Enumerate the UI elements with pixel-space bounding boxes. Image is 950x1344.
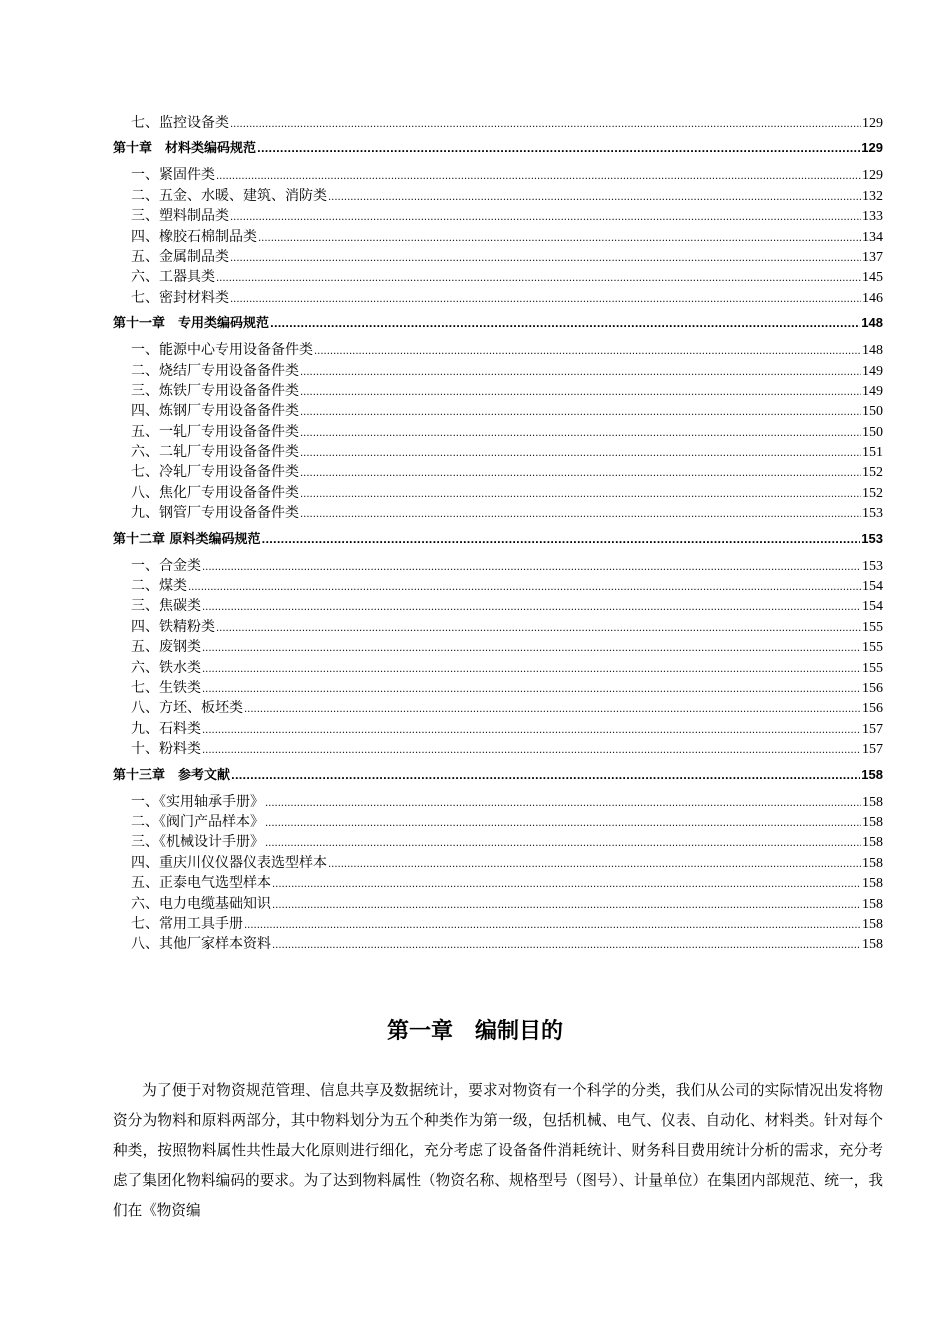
toc-page-number: 129 (861, 140, 883, 156)
toc-entry-title: 四、重庆川仪仪器仪表选型样本 (131, 854, 327, 871)
toc-entry[interactable] (113, 637, 883, 657)
toc-leader-dots (272, 936, 861, 956)
toc-leader-dots (300, 424, 861, 444)
toc-leader-dots (202, 721, 861, 741)
toc-page-number: 148 (862, 343, 883, 359)
toc-entry[interactable] (113, 873, 883, 893)
toc-page-number: 156 (862, 680, 883, 696)
toc-entry[interactable] (113, 832, 883, 852)
toc-entry[interactable] (113, 206, 883, 226)
toc-entry-title: 八、焦化厂专用设备备件类 (131, 484, 299, 501)
toc-entry-title: 十、粉料类 (131, 741, 201, 758)
toc-page-number: 132 (862, 188, 883, 204)
toc-entry[interactable] (113, 227, 883, 247)
toc-leader-dots (230, 290, 861, 310)
toc-page-number: 150 (862, 424, 883, 440)
toc-page-number: 158 (862, 876, 883, 892)
toc-leader-dots (300, 505, 861, 525)
toc-chapter-entry[interactable] (113, 764, 883, 786)
toc-leader-dots (216, 269, 861, 289)
toc-entry-title: 五、正泰电气选型样本 (131, 875, 271, 892)
toc-leader-dots (202, 680, 861, 700)
toc-entry[interactable] (113, 739, 883, 759)
toc-chapter-entry[interactable] (113, 528, 883, 550)
toc-leader-dots (265, 794, 861, 814)
toc-entry[interactable] (113, 894, 883, 914)
toc-leader-dots (300, 485, 861, 505)
toc-entry-title: 四、铁精粉类 (131, 618, 215, 635)
toc-page-number: 129 (862, 168, 883, 184)
toc-leader-dots (230, 115, 861, 135)
toc-leader-dots (202, 741, 861, 761)
toc-page-number: 134 (862, 229, 883, 245)
toc-entry[interactable] (113, 503, 883, 523)
toc-entry[interactable] (113, 853, 883, 873)
toc-entry-title: 三、塑料制品类 (131, 208, 229, 225)
toc-entry-title: 三、焦碳类 (131, 598, 201, 615)
toc-entry-title: 六、电力电缆基础知识 (131, 895, 271, 912)
toc-leader-dots (202, 639, 861, 659)
toc-page-number: 151 (862, 445, 883, 461)
toc-page-number: 158 (862, 937, 883, 953)
toc-page-number: 133 (862, 209, 883, 225)
chapter-heading: 第一章 编制目的 (386, 1019, 563, 1044)
toc-page-number: 154 (862, 599, 883, 615)
toc-leader-dots (270, 314, 860, 336)
toc-entry-title: 六、二轧厂专用设备备件类 (131, 444, 299, 461)
toc-leader-dots (216, 619, 861, 639)
toc-leader-dots (202, 660, 861, 680)
toc-page-number: 153 (861, 530, 883, 546)
toc-entry-title: 第十三章 参考文献 (113, 767, 231, 783)
toc-entry-title: 四、炼钢厂专用设备备件类 (131, 403, 299, 420)
toc-page-number: 154 (862, 579, 883, 595)
toc-entry[interactable] (113, 678, 883, 698)
toc-entry-title: 八、其他厂家样本资料 (131, 936, 271, 953)
toc-entry[interactable] (113, 381, 883, 401)
toc-leader-dots (202, 598, 861, 618)
toc-entry-title: 二、五金、水暖、建筑、消防类 (131, 187, 327, 204)
toc-entry-title: 一、紧固件类 (131, 167, 215, 184)
toc-page-number: 158 (862, 855, 883, 871)
toc-entry[interactable] (113, 483, 883, 503)
toc-entry-title: 七、监控设备类 (131, 115, 229, 131)
toc-entry-title: 一、《实用轴承手册》 (131, 793, 264, 810)
toc-entry-title: 三、《机械设计手册》 (131, 834, 264, 851)
toc-entry[interactable] (113, 658, 883, 678)
toc-entry[interactable] (113, 812, 883, 832)
toc-page-number: 158 (862, 794, 883, 810)
toc-entry[interactable] (113, 165, 883, 185)
toc-leader-dots (257, 139, 860, 161)
toc-entry-title: 六、铁水类 (131, 659, 201, 676)
toc-leader-dots (216, 167, 861, 187)
toc-leader-dots (328, 855, 861, 875)
toc-entry-title: 七、常用工具手册 (131, 915, 243, 932)
toc-leader-dots (230, 249, 861, 269)
toc-entry[interactable] (113, 113, 883, 133)
toc-page-number: 150 (862, 404, 883, 420)
toc-entry-title: 一、能源中心专用设备备件类 (131, 342, 313, 359)
toc-page-number: 145 (862, 270, 883, 286)
toc-entry-title: 二、煤类 (131, 578, 187, 595)
toc-leader-dots (314, 342, 861, 362)
toc-entry-title: 第十一章 专用类编码规范 (113, 316, 270, 332)
toc-entry[interactable] (113, 247, 883, 267)
toc-entry[interactable] (113, 792, 883, 812)
toc-entry[interactable] (113, 288, 883, 308)
toc-entry-title: 三、炼铁厂专用设备备件类 (131, 382, 299, 399)
toc-leader-dots (272, 896, 861, 916)
toc-entry-title: 七、密封材料类 (131, 289, 229, 306)
toc-entry[interactable] (113, 462, 883, 482)
toc-entry[interactable] (113, 596, 883, 616)
toc-entry[interactable] (113, 422, 883, 442)
toc-leader-dots (244, 700, 861, 720)
toc-entry[interactable] (113, 934, 883, 954)
toc-page-number: 155 (862, 660, 883, 676)
toc-leader-dots (231, 766, 860, 788)
toc-page-number: 156 (862, 701, 883, 717)
toc-leader-dots (300, 464, 861, 484)
toc-leader-dots (300, 444, 861, 464)
toc-entry-title: 九、石料类 (131, 720, 201, 737)
toc-leader-dots (244, 916, 861, 936)
toc-entry-title: 五、一轧厂专用设备备件类 (131, 423, 299, 440)
body-paragraph: 为了便于对物资规范管理、信息共享及数据统计，要求对物资有一个科学的分类，我们从公司的实际情况出发将物资分为物料和原料两部分，其中物料划分为五个种类作为第一级，包括机械、电气、仪表、自动化、材料类。针对每个种类，按照物料属性共性最大化原则进行细化，充分考虑了设备备件消耗统计、财务科目费用统计分析的需求，充分考虑了集团化物料编码的要求。为了达到物料属性（物资名称、规格型号（图号）、计量单位）在集团内部规范、统一，我们在《物资编 (113, 1082, 883, 1219)
toc-entry[interactable] (113, 340, 883, 360)
toc-page-number: 157 (862, 721, 883, 737)
toc-entry-title: 四、橡胶石棉制品类 (131, 228, 257, 245)
toc-page-number: 129 (862, 116, 883, 131)
toc-page-number: 155 (862, 640, 883, 656)
toc-page-number: 158 (862, 896, 883, 912)
table-of-contents (113, 113, 883, 955)
toc-leader-dots (262, 530, 861, 552)
toc-page-number: 152 (862, 465, 883, 481)
toc-entry[interactable] (113, 401, 883, 421)
toc-page-number: 158 (862, 916, 883, 932)
toc-entry-title: 八、方坯、板坯类 (131, 700, 243, 717)
toc-page-number: 152 (862, 485, 883, 501)
toc-leader-dots (188, 578, 861, 598)
toc-entry-title: 二、《阀门产品样本》 (131, 813, 264, 830)
toc-leader-dots (272, 875, 861, 895)
toc-leader-dots (265, 834, 861, 854)
toc-entry[interactable] (113, 576, 883, 596)
toc-entry-title: 五、金属制品类 (131, 248, 229, 265)
toc-entry[interactable] (113, 719, 883, 739)
toc-page-number: 158 (862, 835, 883, 851)
toc-entry-title: 第十二章 原料类编码规范 (113, 531, 261, 547)
toc-leader-dots (230, 208, 861, 228)
toc-entry-title: 七、生铁类 (131, 679, 201, 696)
toc-entry[interactable] (113, 442, 883, 462)
toc-page-number: 148 (861, 315, 883, 331)
toc-entry[interactable] (113, 186, 883, 206)
toc-entry[interactable] (113, 361, 883, 381)
toc-page-number: 153 (862, 506, 883, 522)
toc-leader-dots (202, 558, 861, 578)
toc-entry-title: 二、烧结厂专用设备备件类 (131, 362, 299, 379)
toc-entry-title: 六、工器具类 (131, 269, 215, 286)
toc-entry-title: 一、合金类 (131, 557, 201, 574)
toc-chapter-entry[interactable] (113, 137, 883, 159)
toc-entry-title: 第十章 材料类编码规范 (113, 141, 257, 157)
toc-page-number: 153 (862, 558, 883, 574)
toc-leader-dots (265, 814, 861, 834)
toc-page-number: 137 (862, 249, 883, 265)
toc-entry-title: 五、废钢类 (131, 639, 201, 656)
toc-entry-title: 九、钢管厂专用设备备件类 (131, 505, 299, 522)
toc-entry[interactable] (113, 914, 883, 934)
toc-page-number: 157 (862, 742, 883, 758)
toc-page-number: 158 (861, 766, 883, 782)
toc-page-number: 146 (862, 290, 883, 306)
toc-entry[interactable] (113, 617, 883, 637)
toc-page-number: 149 (862, 363, 883, 379)
toc-page-number: 149 (862, 383, 883, 399)
toc-leader-dots (258, 229, 861, 249)
toc-entry[interactable] (113, 267, 883, 287)
toc-chapter-entry[interactable] (113, 312, 883, 334)
toc-page-number: 158 (862, 814, 883, 830)
toc-leader-dots (300, 403, 861, 423)
toc-entry[interactable] (113, 556, 883, 576)
toc-leader-dots (328, 188, 861, 208)
toc-entry[interactable] (113, 698, 883, 718)
toc-page-number: 155 (862, 619, 883, 635)
toc-leader-dots (300, 383, 861, 403)
toc-leader-dots (300, 363, 861, 383)
toc-entry-title: 七、冷轧厂专用设备备件类 (131, 464, 299, 481)
